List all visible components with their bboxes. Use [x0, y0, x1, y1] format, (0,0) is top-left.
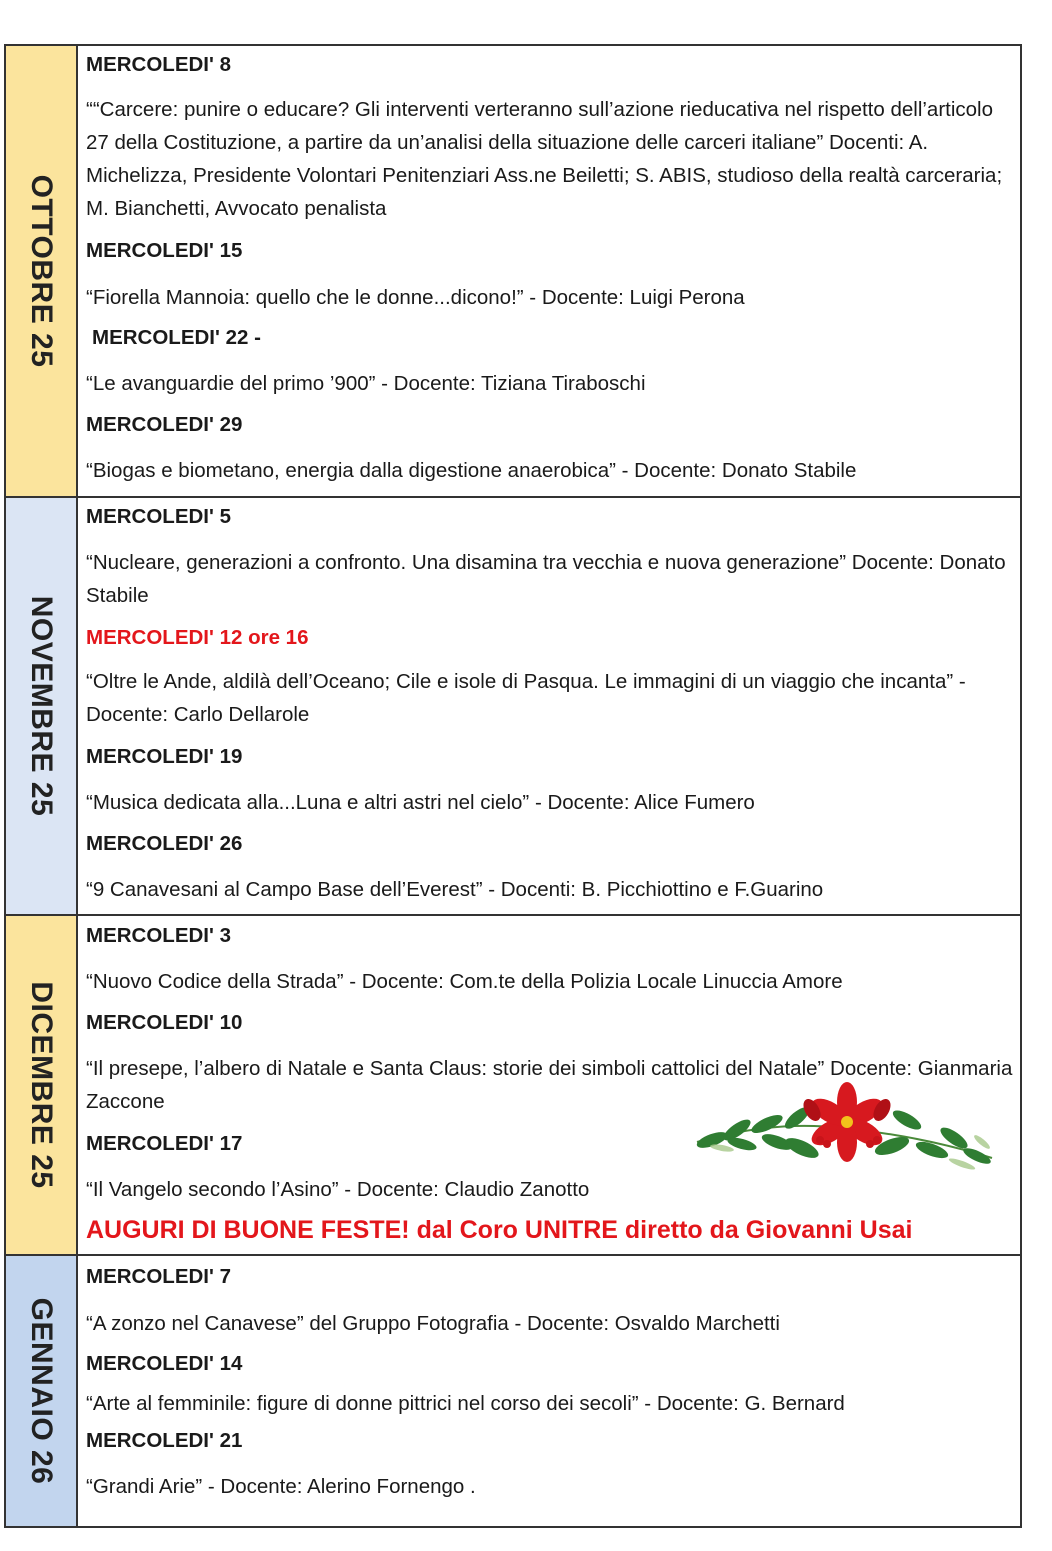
month-label: GENNAIO 26 [25, 1297, 58, 1485]
holly-poinsettia-icon [692, 1080, 997, 1175]
month-label-cell [6, 46, 78, 496]
entry-text: “Fiorella Mannoia: quello che le donne...dicono!” - Docente: Luigi Perona [86, 286, 745, 309]
month-label-cell [6, 498, 78, 914]
entry-date: MERCOLEDI' 26 [86, 832, 243, 855]
entry-text: “Le avanguardie del primo ’900” - Docente: Tiziana Tiraboschi [86, 372, 646, 395]
entry-date: MERCOLEDI' 22 - [92, 326, 261, 349]
month-entries [78, 498, 1020, 914]
entry-date: MERCOLEDI' 15 [86, 239, 243, 262]
month-january [6, 1254, 1020, 1526]
entry-date-highlight: MERCOLEDI' 12 ore 16 [86, 626, 309, 649]
entry-text: “Oltre le Ande, aldilà dell’Oceano; Cile e isole di Pasqua. Le immagini di un viaggio che incanta” - Docente: Carlo Dellarole [86, 670, 966, 726]
entry-text: “A zonzo nel Canavese” del Gruppo Fotografia - Docente: Osvaldo Marchetti [86, 1312, 780, 1335]
entry-date: MERCOLEDI' 3 [86, 924, 231, 947]
entry-text: “Biogas e biometano, energia dalla digestione anaerobica” - Docente: Donato Stabile [86, 459, 857, 482]
month-october [6, 46, 1020, 496]
greeting-text: AUGURI DI BUONE FESTE! dal Coro UNITRE diretto da Giovanni Usai [86, 1216, 913, 1244]
entry-date: MERCOLEDI' 17 [86, 1132, 243, 1155]
entry-text: “Grandi Arie” - Docente: Alerino Fornengo . [86, 1475, 476, 1498]
entry-date: MERCOLEDI' 14 [86, 1352, 243, 1375]
schedule-table [4, 44, 1022, 1528]
entry-text: “Musica dedicata alla...Luna e altri astri nel cielo” - Docente: Alice Fumero [86, 791, 755, 814]
entry-date: MERCOLEDI' 5 [86, 505, 231, 528]
entry-date: MERCOLEDI' 7 [86, 1265, 231, 1288]
entry-text: “Nuovo Codice della Strada” - Docente: Com.te della Polizia Locale Linuccia Amore [86, 970, 843, 993]
entry-text: “Nucleare, generazioni a confronto. Una disamina tra vecchia e nuova generazione” Docente: Donato Stabile [86, 551, 1006, 607]
month-label: NOVEMBRE 25 [25, 595, 58, 817]
month-label-cell [6, 916, 78, 1254]
entry-text: ““Carcere: punire o educare? Gli interventi verteranno sull’azione rieducativa nel rispetto dell’articolo 27 della Costituzione, a partire da un’analisi della situazione delle carceri italiane” Docenti: A. Michelizza, Presidente Volontari Penitenziari Ass.ne Beiletti; S. ABIS, studioso della realtà carceraria; M. Bianchetti, Avvocato penalista [86, 98, 1003, 220]
month-label-cell [6, 1256, 78, 1526]
month-label: DICEMBRE 25 [25, 981, 58, 1189]
month-label: OTTOBRE 25 [25, 174, 58, 368]
month-entries [78, 46, 1020, 496]
entry-text: “Arte al femminile: figure di donne pittrici nel corso dei secoli” - Docente: G. Bernard [86, 1392, 845, 1415]
entry-date: MERCOLEDI' 8 [86, 53, 231, 76]
entry-date: MERCOLEDI' 29 [86, 413, 243, 436]
entry-date: MERCOLEDI' 21 [86, 1429, 243, 1452]
month-november [6, 496, 1020, 914]
entry-date: MERCOLEDI' 10 [86, 1011, 243, 1034]
entry-text: “Il Vangelo secondo l’Asino” - Docente: Claudio Zanotto [86, 1178, 590, 1201]
entry-text: “9 Canavesani al Campo Base dell’Everest” - Docenti: B. Picchiottino e F.Guarino [86, 878, 824, 901]
month-entries [78, 1256, 1020, 1526]
entry-text: “Il presepe, l’albero di Natale e Santa Claus: storie dei simboli cattolici del Natale” Docente: Gianmaria Zaccone [86, 1057, 1013, 1113]
entry-date: MERCOLEDI' 19 [86, 745, 243, 768]
